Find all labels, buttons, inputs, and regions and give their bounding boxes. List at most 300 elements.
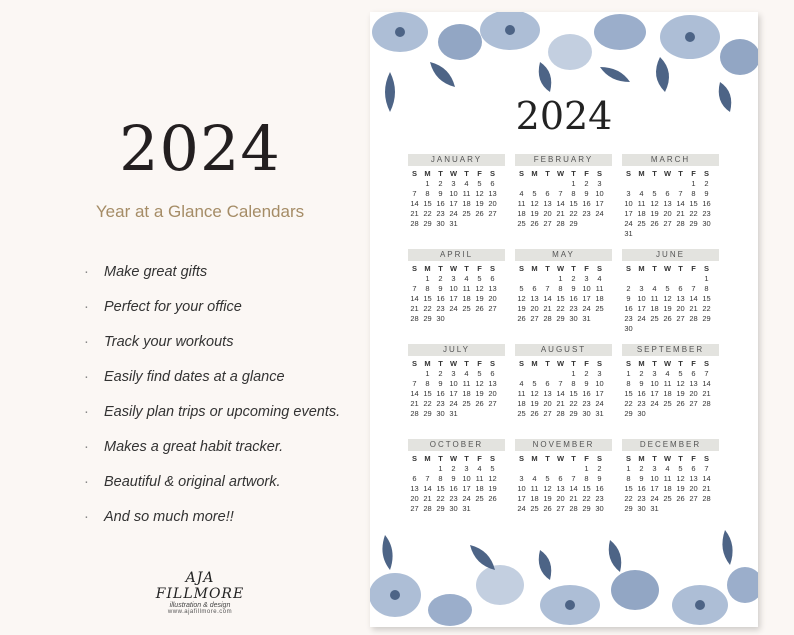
day-cell: 22	[582, 494, 591, 503]
day-cell: 15	[689, 199, 698, 208]
day-cell: 18	[637, 209, 646, 218]
day-cell: 29	[569, 219, 578, 228]
empty-day	[541, 179, 554, 189]
day-cell: 2	[639, 369, 644, 378]
day-cell: 26	[475, 209, 484, 218]
weekday-header: S	[518, 264, 524, 273]
day-cell: 8	[425, 379, 430, 388]
month-name: SEPTEMBER	[622, 344, 719, 356]
day-cell: 18	[650, 304, 659, 313]
weekday-header: T	[652, 454, 657, 463]
day-cell: 12	[530, 199, 539, 208]
day-cell: 10	[517, 484, 526, 493]
day-cell: 21	[702, 484, 711, 493]
day-cell: 24	[517, 504, 526, 513]
day-cell: 3	[451, 369, 456, 378]
day-cell: 1	[691, 179, 696, 188]
day-cell: 27	[689, 494, 698, 503]
weekday-header: T	[652, 264, 657, 273]
day-cell: 16	[569, 294, 578, 303]
weekday-header: W	[556, 264, 565, 273]
day-cell: 20	[530, 304, 539, 313]
weekday-header: S	[703, 454, 709, 463]
day-cell: 8	[571, 189, 576, 198]
day-cell: 6	[490, 274, 495, 283]
empty-day	[515, 274, 528, 284]
day-cell: 16	[595, 484, 604, 493]
day-cell: 5	[652, 189, 657, 198]
day-cell: 17	[449, 389, 458, 398]
day-cell: 2	[639, 464, 644, 473]
feature-item	[84, 359, 340, 394]
day-cell: 13	[556, 484, 565, 493]
day-cell: 10	[637, 294, 646, 303]
weekday-header: M	[424, 264, 431, 273]
weekday-header: M	[424, 169, 431, 178]
day-cell: 29	[423, 219, 432, 228]
day-cell: 18	[595, 294, 604, 303]
day-cell: 30	[637, 409, 646, 418]
empty-day	[554, 179, 567, 189]
day-cell: 9	[704, 189, 709, 198]
day-cell: 21	[410, 209, 419, 218]
day-cell: 14	[569, 484, 578, 493]
day-cell: 6	[665, 189, 670, 198]
day-grid	[408, 359, 505, 419]
day-cell: 26	[676, 494, 685, 503]
day-cell: 9	[451, 474, 456, 483]
weekday-header: M	[531, 454, 538, 463]
day-cell: 9	[438, 379, 443, 388]
empty-day	[554, 369, 567, 379]
day-cell: 21	[410, 304, 419, 313]
day-cell: 21	[410, 399, 419, 408]
day-cell: 28	[423, 504, 432, 513]
day-cell: 6	[490, 179, 495, 188]
day-cell: 10	[462, 474, 471, 483]
weekday-header: S	[411, 264, 417, 273]
day-cell: 4	[639, 189, 644, 198]
weekday-header: T	[464, 454, 469, 463]
weekday-header: S	[489, 454, 495, 463]
weekday-header: F	[584, 169, 589, 178]
feature-text: Easily find dates at a glance	[104, 368, 285, 385]
day-cell: 30	[595, 504, 604, 513]
empty-day	[515, 464, 528, 474]
day-cell: 1	[571, 179, 576, 188]
empty-day	[541, 369, 554, 379]
day-cell: 18	[663, 389, 672, 398]
weekday-header: T	[464, 359, 469, 368]
day-cell: 25	[462, 399, 471, 408]
empty-day	[408, 274, 421, 284]
day-cell: 8	[626, 379, 631, 388]
day-cell: 10	[449, 379, 458, 388]
month-january	[408, 154, 505, 239]
day-cell: 28	[676, 219, 685, 228]
empty-day	[648, 274, 661, 284]
day-cell: 26	[543, 504, 552, 513]
day-cell: 12	[650, 199, 659, 208]
bullet-icon: ·	[84, 333, 89, 350]
day-grid	[622, 359, 719, 419]
month-grid	[408, 154, 718, 524]
day-cell: 4	[532, 474, 537, 483]
day-cell: 5	[519, 284, 524, 293]
weekday-header: F	[584, 264, 589, 273]
empty-day	[408, 464, 421, 474]
day-cell: 15	[556, 294, 565, 303]
day-cell: 20	[689, 484, 698, 493]
day-cell: 18	[475, 484, 484, 493]
day-grid	[515, 454, 612, 514]
weekday-header: F	[584, 359, 589, 368]
bullet-icon: ·	[84, 263, 89, 280]
day-cell: 13	[543, 199, 552, 208]
weekday-header: T	[438, 264, 443, 273]
day-grid	[515, 359, 612, 419]
day-cell: 25	[462, 209, 471, 218]
day-cell: 14	[689, 294, 698, 303]
day-cell: 4	[519, 379, 524, 388]
day-cell: 20	[488, 199, 497, 208]
day-cell: 31	[582, 314, 591, 323]
day-cell: 13	[663, 199, 672, 208]
weekday-header: T	[464, 169, 469, 178]
weekday-header: S	[703, 264, 709, 273]
day-cell: 9	[571, 284, 576, 293]
empty-day	[421, 464, 434, 474]
brand-url: www.ajafillmore.com	[167, 609, 233, 615]
weekday-header: T	[571, 169, 576, 178]
day-cell: 3	[464, 464, 469, 473]
day-cell: 17	[582, 294, 591, 303]
floral-border-bottom-icon	[370, 515, 758, 627]
day-cell: 31	[449, 409, 458, 418]
day-cell: 28	[556, 219, 565, 228]
weekday-header: S	[489, 359, 495, 368]
day-cell: 18	[462, 294, 471, 303]
day-cell: 27	[543, 219, 552, 228]
day-cell: 14	[676, 199, 685, 208]
day-cell: 9	[626, 294, 631, 303]
day-cell: 25	[663, 399, 672, 408]
day-cell: 19	[475, 294, 484, 303]
feature-text: Makes a great habit tracker.	[104, 438, 284, 455]
weekday-header: T	[438, 359, 443, 368]
day-cell: 17	[449, 199, 458, 208]
day-cell: 14	[410, 294, 419, 303]
day-cell: 9	[438, 284, 443, 293]
day-cell: 17	[449, 294, 458, 303]
weekday-header: S	[596, 169, 602, 178]
promo-year: 2024	[119, 112, 281, 185]
bullet-icon: ·	[84, 438, 89, 455]
empty-day	[674, 274, 687, 284]
day-cell: 30	[436, 314, 445, 323]
day-cell: 12	[543, 484, 552, 493]
day-cell: 19	[676, 484, 685, 493]
day-cell: 12	[475, 189, 484, 198]
feature-text: Easily plan trips or upcoming events.	[104, 403, 341, 420]
day-cell: 22	[702, 304, 711, 313]
day-cell: 25	[637, 219, 646, 228]
day-cell: 29	[624, 504, 633, 513]
day-cell: 25	[462, 304, 471, 313]
weekday-header: F	[691, 454, 696, 463]
weekday-header: S	[518, 359, 524, 368]
day-cell: 25	[650, 314, 659, 323]
empty-day	[674, 179, 687, 189]
day-grid	[408, 454, 505, 514]
day-cell: 26	[650, 219, 659, 228]
day-cell: 30	[436, 219, 445, 228]
day-grid	[622, 264, 719, 334]
day-cell: 7	[571, 474, 576, 483]
day-cell: 30	[637, 504, 646, 513]
day-cell: 20	[556, 494, 565, 503]
bullet-icon: ·	[84, 473, 89, 490]
day-grid	[515, 169, 612, 229]
day-cell: 25	[595, 304, 604, 313]
day-cell: 28	[410, 219, 419, 228]
day-cell: 11	[663, 379, 672, 388]
day-cell: 13	[543, 389, 552, 398]
empty-day	[687, 274, 700, 284]
day-cell: 6	[691, 369, 696, 378]
day-cell: 22	[436, 494, 445, 503]
weekday-header: S	[489, 169, 495, 178]
day-cell: 3	[652, 369, 657, 378]
day-cell: 26	[530, 219, 539, 228]
day-cell: 28	[410, 409, 419, 418]
weekday-header: W	[556, 454, 565, 463]
day-cell: 9	[584, 189, 589, 198]
day-cell: 11	[595, 284, 604, 293]
day-cell: 17	[595, 199, 604, 208]
day-cell: 1	[704, 274, 709, 283]
day-cell: 21	[543, 304, 552, 313]
weekday-header: S	[703, 169, 709, 178]
weekday-header: W	[663, 169, 672, 178]
day-cell: 27	[663, 219, 672, 228]
day-cell: 3	[451, 179, 456, 188]
day-cell: 1	[584, 464, 589, 473]
day-cell: 9	[597, 474, 602, 483]
day-cell: 27	[556, 504, 565, 513]
day-cell: 16	[637, 484, 646, 493]
day-cell: 15	[582, 484, 591, 493]
day-cell: 15	[423, 199, 432, 208]
day-cell: 7	[704, 464, 709, 473]
empty-day	[635, 274, 648, 284]
bullet-icon: ·	[84, 508, 89, 525]
day-cell: 1	[626, 464, 631, 473]
weekday-header: T	[571, 454, 576, 463]
day-cell: 13	[488, 284, 497, 293]
day-cell: 24	[595, 209, 604, 218]
day-cell: 31	[595, 409, 604, 418]
weekday-header: T	[678, 169, 683, 178]
day-cell: 28	[543, 314, 552, 323]
weekday-header: T	[571, 264, 576, 273]
day-cell: 29	[423, 314, 432, 323]
day-cell: 12	[488, 474, 497, 483]
day-cell: 7	[558, 189, 563, 198]
day-cell: 29	[689, 219, 698, 228]
day-cell: 11	[637, 199, 646, 208]
weekday-header: S	[411, 169, 417, 178]
day-cell: 17	[517, 494, 526, 503]
day-cell: 10	[595, 189, 604, 198]
day-cell: 3	[597, 369, 602, 378]
day-cell: 6	[532, 284, 537, 293]
day-cell: 25	[530, 504, 539, 513]
day-cell: 23	[569, 304, 578, 313]
day-cell: 18	[517, 209, 526, 218]
day-cell: 15	[702, 294, 711, 303]
brand-name: AJA FILLMORE	[155, 570, 245, 602]
day-cell: 11	[517, 199, 526, 208]
day-cell: 2	[438, 179, 443, 188]
day-cell: 6	[558, 474, 563, 483]
empty-day	[622, 274, 635, 284]
weekday-header: M	[424, 454, 431, 463]
feature-list	[84, 254, 340, 534]
day-cell: 15	[423, 294, 432, 303]
empty-day	[515, 179, 528, 189]
weekday-header: S	[411, 454, 417, 463]
weekday-header: W	[449, 169, 458, 178]
day-cell: 14	[556, 389, 565, 398]
day-cell: 1	[425, 369, 430, 378]
month-name: JANUARY	[408, 154, 505, 166]
day-cell: 19	[530, 209, 539, 218]
day-cell: 24	[650, 494, 659, 503]
day-cell: 24	[624, 219, 633, 228]
day-cell: 8	[558, 284, 563, 293]
day-cell: 12	[676, 474, 685, 483]
day-cell: 5	[678, 464, 683, 473]
feature-item	[84, 429, 340, 464]
empty-day	[515, 369, 528, 379]
weekday-header: T	[678, 264, 683, 273]
day-cell: 21	[689, 304, 698, 313]
day-cell: 7	[425, 474, 430, 483]
day-cell: 23	[436, 304, 445, 313]
weekday-header: S	[518, 169, 524, 178]
day-cell: 12	[663, 294, 672, 303]
day-cell: 8	[704, 284, 709, 293]
day-cell: 9	[438, 189, 443, 198]
day-cell: 30	[582, 409, 591, 418]
weekday-header: S	[625, 454, 631, 463]
weekday-header: M	[638, 359, 645, 368]
day-cell: 6	[678, 284, 683, 293]
month-name: APRIL	[408, 249, 505, 261]
weekday-header: F	[691, 264, 696, 273]
feature-item	[84, 254, 340, 289]
weekday-header: T	[438, 169, 443, 178]
day-cell: 5	[532, 189, 537, 198]
day-cell: 7	[412, 284, 417, 293]
day-cell: 29	[569, 409, 578, 418]
day-cell: 7	[412, 189, 417, 198]
day-cell: 29	[702, 314, 711, 323]
day-cell: 10	[449, 284, 458, 293]
day-cell: 11	[517, 389, 526, 398]
empty-day	[567, 464, 580, 474]
day-cell: 18	[663, 484, 672, 493]
day-cell: 20	[488, 389, 497, 398]
day-cell: 27	[410, 504, 419, 513]
day-cell: 22	[569, 399, 578, 408]
weekday-header: F	[691, 359, 696, 368]
day-cell: 24	[449, 209, 458, 218]
weekday-header: W	[449, 264, 458, 273]
day-cell: 27	[676, 314, 685, 323]
day-cell: 27	[530, 314, 539, 323]
day-cell: 22	[423, 209, 432, 218]
weekday-header: S	[625, 359, 631, 368]
day-cell: 22	[689, 209, 698, 218]
day-cell: 30	[449, 504, 458, 513]
day-cell: 22	[569, 209, 578, 218]
weekday-header: W	[663, 264, 672, 273]
day-cell: 29	[436, 504, 445, 513]
day-cell: 7	[558, 379, 563, 388]
day-cell: 8	[438, 474, 443, 483]
day-cell: 28	[702, 399, 711, 408]
day-cell: 13	[488, 189, 497, 198]
month-may	[515, 249, 612, 334]
empty-day	[554, 464, 567, 474]
day-cell: 1	[425, 274, 430, 283]
day-cell: 27	[543, 409, 552, 418]
month-december	[622, 439, 719, 524]
empty-day	[661, 274, 674, 284]
day-cell: 9	[639, 379, 644, 388]
day-cell: 20	[543, 209, 552, 218]
day-cell: 22	[423, 399, 432, 408]
feature-text: Beautiful & original artwork.	[104, 473, 281, 490]
day-cell: 16	[436, 389, 445, 398]
day-cell: 20	[663, 209, 672, 218]
day-cell: 15	[423, 389, 432, 398]
day-cell: 30	[702, 219, 711, 228]
day-cell: 26	[475, 399, 484, 408]
day-cell: 7	[545, 284, 550, 293]
empty-day	[528, 179, 541, 189]
day-cell: 15	[624, 484, 633, 493]
empty-day	[408, 369, 421, 379]
day-cell: 5	[678, 369, 683, 378]
day-cell: 2	[584, 179, 589, 188]
weekday-header: T	[678, 359, 683, 368]
day-cell: 18	[462, 199, 471, 208]
day-cell: 12	[517, 294, 526, 303]
day-cell: 2	[626, 284, 631, 293]
weekday-header: M	[638, 264, 645, 273]
month-name: JULY	[408, 344, 505, 356]
weekday-header: S	[489, 264, 495, 273]
day-cell: 31	[449, 219, 458, 228]
day-cell: 13	[410, 484, 419, 493]
day-grid	[408, 264, 505, 324]
day-cell: 13	[676, 294, 685, 303]
day-cell: 11	[462, 189, 471, 198]
weekday-header: S	[411, 359, 417, 368]
